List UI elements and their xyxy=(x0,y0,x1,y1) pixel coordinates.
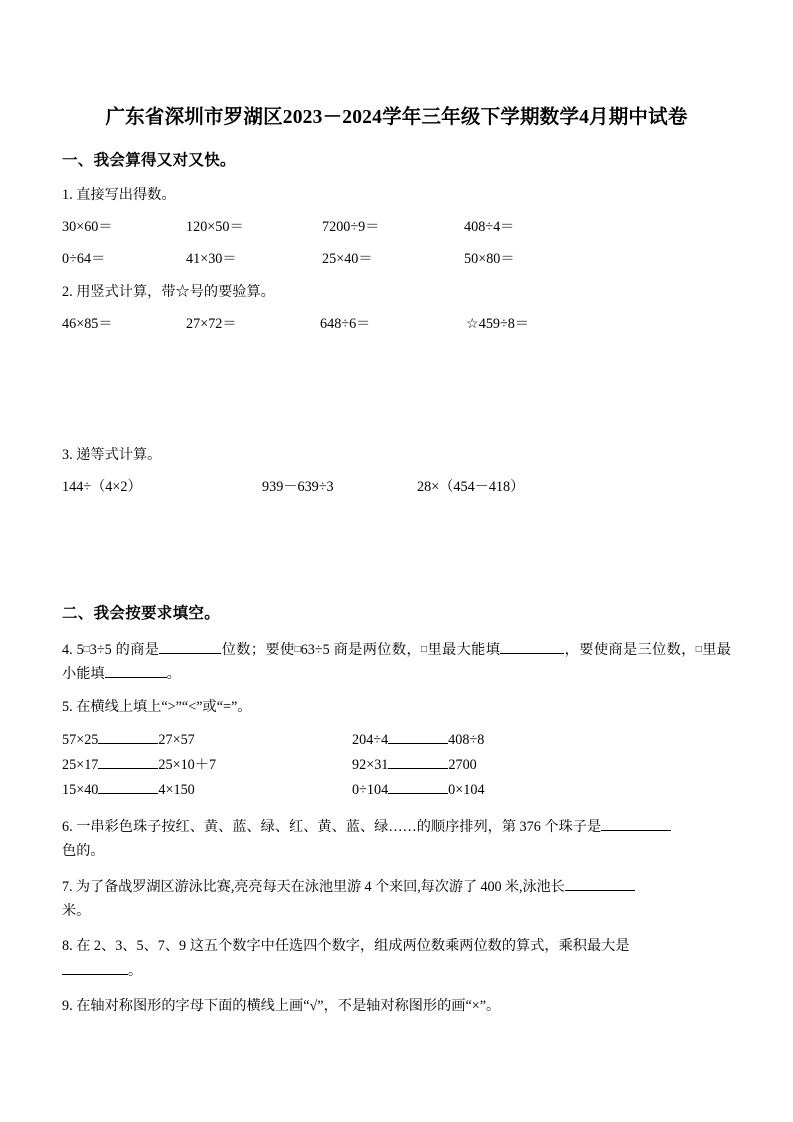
comparison-operand: 0×104 xyxy=(448,781,485,798)
expression-item: 0÷64＝ xyxy=(62,251,106,268)
expression-item: 7200÷9＝ xyxy=(322,219,380,236)
work-space-question-3 xyxy=(62,499,731,585)
section-heading-two: 二、我会按要求填空。 xyxy=(62,605,221,623)
expression-item: 46×85＝ xyxy=(62,316,113,333)
question-7 xyxy=(62,875,731,924)
answer-blank[interactable] xyxy=(159,653,221,654)
expression-item: 30×60＝ xyxy=(62,219,113,236)
question-4-text-part-7: 里最小能填 xyxy=(62,641,731,683)
comparison-blank[interactable] xyxy=(98,743,158,744)
page-title: 广东省深圳市罗湖区2023－2024学年三年级下学期数学4月期中试卷 xyxy=(105,107,688,128)
expression-item: 939－639÷3 xyxy=(262,479,334,496)
question-4-text-part-1: 4. 5 xyxy=(62,641,84,658)
comparison-operand: 0÷104 xyxy=(352,781,389,798)
expression-item: 120×50＝ xyxy=(186,219,244,236)
comparison-row xyxy=(62,729,731,754)
expression-item: 27×72＝ xyxy=(186,316,237,333)
question-4-text-part-5: 里最大能填 xyxy=(427,641,501,658)
comparison-pair-left xyxy=(62,779,195,802)
answer-blank[interactable] xyxy=(62,974,128,975)
comparison-blank[interactable] xyxy=(98,793,158,794)
expression-item: 648÷6＝ xyxy=(320,316,371,333)
comparison-row xyxy=(62,779,731,804)
question-3-row-1 xyxy=(62,476,731,499)
comparison-operand: 57×25 xyxy=(62,731,99,748)
comparison-operand: 204÷4 xyxy=(352,731,389,748)
comparison-operand: 92×31 xyxy=(352,756,389,773)
comparison-pair-right xyxy=(352,754,477,777)
question-5-comparisons xyxy=(62,729,731,804)
question-9-text: 9. 在轴对称图形的字母下面的横线上画“√”，不是轴对称图形的画“×”。 xyxy=(62,998,501,1015)
question-4-text-part-6: ，要使商是三位数， xyxy=(564,641,696,658)
comparison-pair-right xyxy=(352,729,484,752)
comparison-blank[interactable] xyxy=(388,743,448,744)
question-6-text: 6. 一串彩色珠子按红、黄、蓝、绿、红、黄、蓝、绿……的顺序排列，第 376 个珠子是 xyxy=(62,818,602,835)
comparison-blank[interactable] xyxy=(388,768,448,769)
question-4-text-part-4: 63÷5 商是两位数， xyxy=(300,641,422,658)
comparison-operand: 25×17 xyxy=(62,756,99,773)
question-2-prompt: 2. 用竖式计算，带☆号的要验算。 xyxy=(62,284,275,301)
expression-item: 144÷（4×2） xyxy=(62,479,142,496)
expression-item: ☆459÷8＝ xyxy=(466,316,530,333)
question-4 xyxy=(62,638,731,687)
work-space-question-2 xyxy=(62,336,731,434)
expression-item: 50×80＝ xyxy=(464,251,515,268)
question-1-row-2 xyxy=(62,248,731,271)
question-1-row-1 xyxy=(62,216,731,239)
comparison-row xyxy=(62,754,731,779)
square-box-icon: □ xyxy=(294,644,301,656)
question-9 xyxy=(62,994,731,1018)
question-7-text: 7. 为了备战罗湖区游泳比赛,亮亮每天在泳池里游 4 个来回,每次游了 400 米,泳池长 xyxy=(62,878,565,895)
question-3-prompt: 3. 递等式计算。 xyxy=(62,447,162,464)
square-box-icon: □ xyxy=(695,644,702,656)
question-6-text-tail: 色的。 xyxy=(62,843,105,860)
comparison-operand: 408÷8 xyxy=(448,731,485,748)
expression-item: 41×30＝ xyxy=(186,251,237,268)
answer-blank[interactable] xyxy=(500,653,564,654)
question-8-text: 8. 在 2、3、5、7、9 这五个数字中任选四个数字，组成两位数乘两位数的算式，乘积最大是 xyxy=(62,938,630,955)
question-7-text-tail: 米。 xyxy=(62,902,91,919)
comparison-operand: 25×10＋7 xyxy=(158,756,217,773)
comparison-operand: 15×40 xyxy=(62,781,99,798)
comparison-operand: 27×57 xyxy=(158,731,195,748)
comparison-operand: 2700 xyxy=(448,756,477,773)
question-2-row-1 xyxy=(62,313,731,336)
answer-blank[interactable] xyxy=(601,830,671,831)
comparison-pair-left xyxy=(62,729,195,752)
comparison-operand: 4×150 xyxy=(158,781,195,798)
comparison-blank[interactable] xyxy=(388,793,448,794)
expression-item: 408÷4＝ xyxy=(464,219,515,236)
question-4-text-part-8: 。 xyxy=(166,666,181,683)
answer-blank[interactable] xyxy=(105,677,167,678)
question-1-prompt: 1. 直接写出得数。 xyxy=(62,187,176,204)
question-4-text-part-2: 3÷5 的商是 xyxy=(89,641,160,658)
comparison-pair-right xyxy=(352,779,485,802)
question-4-text-part-3: 位数；要使 xyxy=(221,641,295,658)
question-8 xyxy=(62,934,731,983)
question-5-prompt: 5. 在横线上填上“>”“<”或“=”。 xyxy=(62,698,252,715)
question-6 xyxy=(62,815,731,864)
section-heading-one: 一、我会算得又对又快。 xyxy=(62,152,236,170)
comparison-blank[interactable] xyxy=(98,768,158,769)
expression-item: 25×40＝ xyxy=(322,251,373,268)
comparison-pair-left xyxy=(62,754,216,777)
square-box-icon: □ xyxy=(83,644,90,656)
answer-blank[interactable] xyxy=(565,890,635,891)
square-box-icon: □ xyxy=(421,644,428,656)
question-8-text-tail: 。 xyxy=(128,962,143,979)
expression-item: 28×（454－418） xyxy=(417,479,525,496)
